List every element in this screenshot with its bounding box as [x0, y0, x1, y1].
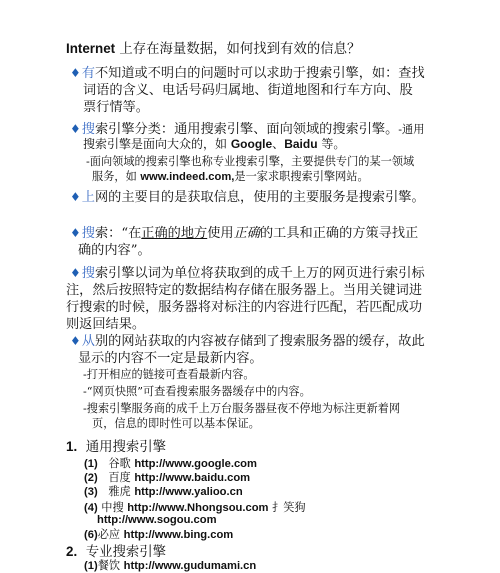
s1-item-3-idx: (3)	[84, 486, 98, 498]
s1-item-1-name: 谷歌	[108, 457, 131, 470]
p2-baidu: Baidu	[284, 137, 318, 151]
p1-text: 不知道或不明白的问题时可以求助于搜索引擎，如：查找	[94, 66, 425, 81]
s2-item-1-idx: (1)	[84, 560, 98, 572]
diamond-bullet-icon: ♦	[70, 266, 81, 280]
paragraph-4-line-2: 确的内容”。	[78, 243, 151, 258]
s1-item-4-url[interactable]: http://www.Nhongsou.com	[127, 502, 269, 514]
paragraph-2-line-2	[83, 135, 345, 152]
section-1-title: 通用搜索引擎	[85, 440, 167, 455]
p4-underlined: 正确的地方	[141, 226, 208, 241]
p6-text: 别的网站获取的内容被存储到了搜索服务器的缓存，故此	[94, 334, 425, 349]
diamond-bullet-icon: ♦	[70, 122, 81, 136]
section-2-number: 2.	[66, 544, 78, 559]
s1-item-4-idx: (4)	[84, 502, 98, 514]
paragraph-5-line-4: 则返回结果。	[66, 317, 146, 332]
p4-italic: 正确	[233, 226, 260, 241]
s1-item-6	[84, 526, 233, 542]
paragraph-5-line-2: 注，然后按照特定的数据结构存储在服务器上。当用关键词进	[66, 283, 423, 298]
p3-text: 网的主要目的是获取信息，使用的主要服务是搜索引擎。	[94, 190, 425, 205]
question-prefix: Internet	[66, 41, 116, 56]
s1-item-6-idx: (6)	[84, 529, 98, 541]
diamond-bullet-icon: ♦	[70, 190, 81, 204]
s2-item-1-name: 餐饮	[97, 559, 121, 572]
s2-item-1	[84, 557, 256, 573]
p2-line2-post: 等。	[317, 137, 346, 151]
paragraph-1-line-3: 票行情等。	[83, 100, 149, 115]
s1-item-5-url[interactable]: http://www.sogou.com	[97, 514, 217, 526]
paragraph-2-sub-1: -面向领域的搜索引擎也称专业搜索引擎，主要提供专门的某一领域	[86, 155, 415, 168]
paragraph-1-line-2: 词语的含义、电话号码归属地、街道地图和行车方向、股	[83, 83, 413, 98]
s1-item-3-name: 雅虎	[108, 485, 131, 498]
p2-sub2-pre: 服务，如	[92, 170, 141, 183]
s1-item-1-url[interactable]: http://www.google.com	[134, 458, 257, 470]
p2-indeed: www.indeed.com,	[140, 171, 235, 183]
p2-small-text: -通用	[398, 123, 425, 136]
s1-item-3	[84, 483, 243, 499]
s1-item-4-extra: 扌笑狗	[272, 501, 306, 514]
p4-b: 使用	[207, 226, 234, 241]
paragraph-3	[70, 186, 425, 205]
p4-first-char: 搜	[81, 226, 95, 241]
s2-item-1-url[interactable]: http://www.gudumami.cn	[123, 560, 257, 572]
diamond-bullet-icon: ♦	[70, 226, 81, 240]
p4-a: 索：“在	[94, 226, 142, 241]
diamond-bullet-icon: ♦	[70, 66, 81, 80]
p2-text: 索引擎分类：通用搜索引擎、面向领域的搜索引擎。	[94, 122, 399, 137]
paragraph-6-sub-1: -打开相应的链接可查看最新内容。	[83, 368, 255, 381]
p2-line2-pre: 搜索引擎是面向大众的，如	[83, 137, 231, 151]
section-1-heading	[66, 436, 166, 455]
s1-item-5	[97, 513, 217, 526]
s1-item-3-url[interactable]: http://www.yalioo.cn	[134, 486, 243, 498]
s1-item-4-name: 中搜	[101, 501, 124, 514]
p2-sub2-post: 是一家求职搜索引擎网站。	[234, 170, 369, 183]
question-heading	[66, 38, 360, 57]
s1-item-6-name: 必应	[97, 528, 121, 541]
p5-first-char: 搜	[81, 266, 95, 281]
s1-item-2-name: 百度	[108, 471, 131, 484]
s1-item-6-url[interactable]: http://www.bing.com	[123, 529, 234, 541]
p1-first-char: 有	[81, 66, 95, 81]
p4-c: 的工具和正确的方策寻找正	[259, 226, 419, 241]
question-text: 上存在海量数据，如何找到有效的信息？	[115, 42, 361, 57]
paragraph-6-sub-4: 页，信息的即时性可以基本保证。	[92, 417, 260, 430]
s1-item-1-idx: (1)	[84, 458, 98, 470]
paragraph-6-sub-3: -搜索引擎服务商的成千上万台服务器昼夜不停地为标注更新着网	[83, 402, 401, 415]
p2-first-char: 搜	[81, 122, 95, 137]
section-2-title: 专业搜索引擎	[85, 545, 167, 560]
p6-first-char: 从	[81, 334, 95, 349]
p2-sep: 、	[272, 137, 285, 151]
paragraph-6-sub-2: -“网页快照”可查看搜索服务器缓存中的内容。	[83, 385, 311, 398]
s1-item-2-url[interactable]: http://www.baidu.com	[134, 472, 251, 484]
p3-first-char: 上	[81, 190, 95, 205]
paragraph-5-line-3: 行搜索的时候，服务器将对标注的内容进行匹配，若匹配成功	[66, 300, 423, 315]
paragraph-2-sub-2	[92, 168, 369, 184]
p2-google: Google	[230, 137, 273, 151]
s1-item-2-idx: (2)	[84, 472, 98, 484]
p5-text: 索引擎以词为单位将获取到的成千上万的网页进行索引标	[94, 266, 425, 281]
diamond-bullet-icon: ♦	[70, 334, 81, 348]
paragraph-6-line-2: 显示的内容不一定是最新内容。	[78, 351, 263, 366]
section-1-number: 1.	[66, 439, 78, 454]
